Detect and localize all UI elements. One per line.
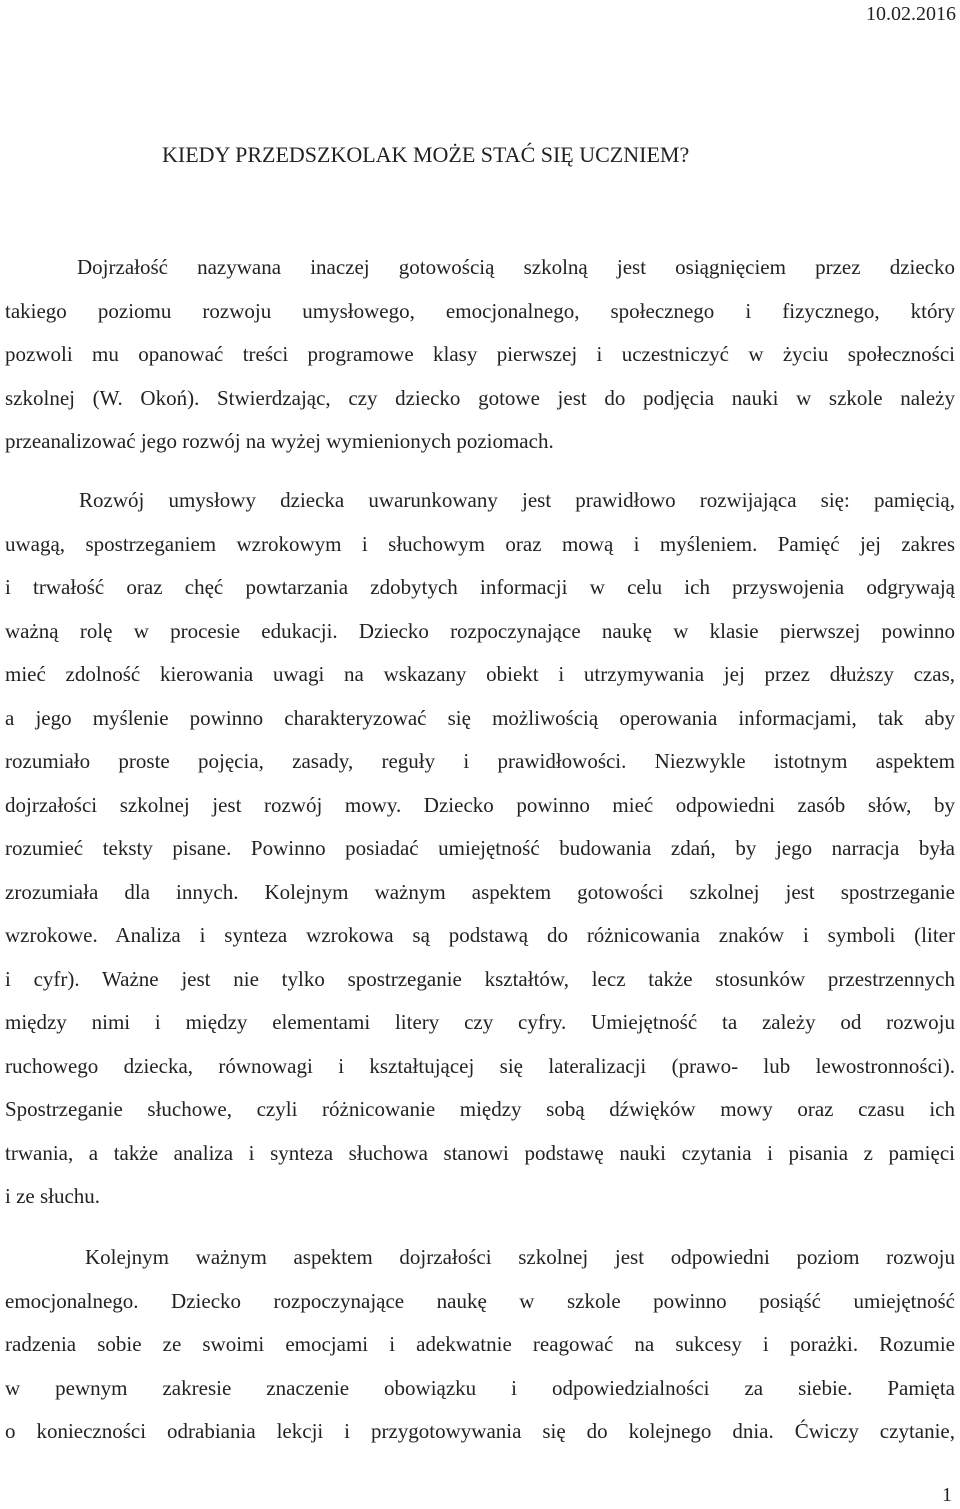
paragraph-intro: [5, 246, 955, 464]
paragraph-line: między nimi i między elementami litery czy cyfry. Umiejętność ta zależy od rozwoju: [5, 1010, 955, 1034]
document-title: KIEDY PRZEDSZKOLAK MOŻE STAĆ SIĘ UCZNIEM?: [162, 142, 690, 167]
paragraph-line: ruchowego dziecka, równowagi i kształtującej się lateralizacji (prawo- lub lewostronności).: [5, 1053, 955, 1078]
paragraph-line: rozumiało proste pojęcia, zasady, reguły i prawidłowości. Niezwykle istotnym aspektem: [5, 749, 955, 773]
paragraph-line: ważną rolę w procesie edukacji. Dziecko rozpoczynające naukę w klasie pierwszej powinno: [5, 618, 955, 643]
paragraph-line: takiego poziomu rozwoju umysłowego, emocjonalnego, społecznego i fizycznego, który: [5, 298, 955, 323]
document-date: 10.02.2016: [866, 3, 956, 25]
paragraph-line: zrozumiała dla innych. Kolejnym ważnym aspektem gotowości szkolnej jest spostrzeganie: [5, 879, 955, 904]
paragraph-line: Dojrzałość nazywana inaczej gotowością szkolną jest osiągnięciem przez dziecko: [77, 255, 955, 279]
paragraph-line: mieć zdolność kierowania uwagi na wskazany obiekt i utrzymywania jej przez dłuższy czas,: [5, 662, 955, 686]
paragraph-line: pozwoli mu opanować treści programowe klasy pierwszej i uczestniczyć w życiu społeczności: [5, 342, 955, 366]
paragraph-line: i cyfr). Ważne jest nie tylko spostrzeganie kształtów, lecz także stosunków przestrzennych: [5, 966, 955, 991]
paragraph-line: i trwałość oraz chęć powtarzania zdobytych informacji w celu ich przyswojenia odgrywają: [5, 575, 955, 599]
paragraph-line: trwania, a także analiza i synteza słuchowa stanowi podstawę nauki czytania i pisania z pamięci: [5, 1140, 955, 1165]
paragraph-line: i ze słuchu.: [5, 1184, 101, 1208]
paragraph-line: radzenia sobie ze swoimi emocjami i adekwatnie reagować na sukcesy i porażki. Rozumie: [5, 1332, 955, 1356]
paragraph-line: w pewnym zakresie znaczenie obowiązku i odpowiedzialności za siebie. Pamięta: [5, 1375, 955, 1400]
paragraph-line: emocjonalnego. Dziecko rozpoczynające naukę w szkole powinno posiąść umiejętność: [5, 1288, 955, 1313]
paragraph-line: rozumieć teksty pisane. Powinno posiadać umiejętność budowania zdań, by jego narracja była: [5, 836, 955, 860]
paragraph-line: o konieczności odrabiania lekcji i przygotowywania się do kolejnego dnia. Ćwiczy czytanie,: [5, 1419, 955, 1443]
paragraph-line: dojrzałości szkolnej jest rozwój mowy. Dziecko powinno mieć odpowiedni zasób słów, by: [5, 792, 955, 817]
paragraph-line: Rozwój umysłowy dziecka uwarunkowany jest prawidłowo rozwijająca się: pamięcią,: [79, 488, 955, 512]
paragraph-mental-development: [5, 479, 955, 1219]
paragraph-line: a jego myślenie powinno charakteryzować się możliwością operowania informacjami, tak aby: [5, 705, 955, 730]
paragraph-line: Kolejnym ważnym aspektem dojrzałości szkolnej jest odpowiedni poziom rozwoju: [85, 1245, 955, 1269]
paragraph-emotional-development: [5, 1236, 955, 1454]
paragraph-line: przeanalizować jego rozwój na wyżej wymienionych poziomach.: [5, 429, 554, 453]
paragraph-line: uwagą, spostrzeganiem wzrokowym i słuchowym oraz mową i myśleniem. Pamięć jej zakres: [5, 531, 955, 556]
paragraph-line: Spostrzeganie słuchowe, czyli różnicowanie między sobą dźwięków mowy oraz czasu ich: [5, 1097, 955, 1121]
paragraph-line: wzrokowe. Analiza i synteza wzrokowa są podstawą do różnicowania znaków i symboli (liter: [5, 923, 955, 947]
page-number: 1: [942, 1484, 952, 1506]
paragraph-line: szkolnej (W. Okoń). Stwierdzając, czy dziecko gotowe jest do podjęcia nauki w szkole należy: [5, 385, 955, 410]
